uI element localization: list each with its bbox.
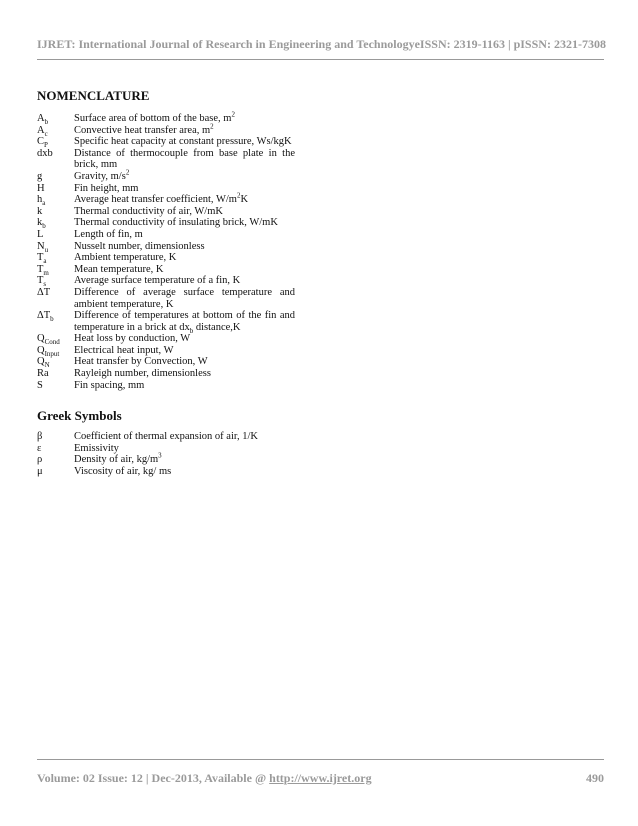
definition-text: Thermal conductivity of air, W/mK: [74, 205, 223, 217]
definition: [74, 217, 295, 229]
greek-symbols-heading: Greek Symbols: [37, 408, 122, 423]
definition: [74, 451, 295, 466]
journal-link[interactable]: http://www.ijret.org: [269, 771, 372, 785]
symbol: [37, 287, 74, 299]
symbol: [37, 229, 74, 241]
symbol-text: T: [37, 275, 44, 287]
symbol-text: g: [37, 170, 43, 182]
definition: [74, 431, 295, 443]
nomenclature-row: [37, 183, 295, 195]
symbol: [37, 356, 74, 368]
definition-text: Viscosity of air, kg/ ms: [74, 465, 172, 477]
nomenclature-list: [37, 110, 295, 391]
definition: [74, 356, 295, 368]
symbol-subscript: b: [44, 118, 49, 127]
definition-text: Average surface temperature of a fin, K: [74, 275, 241, 287]
definition: [74, 122, 295, 137]
greek-symbol-row: [37, 466, 295, 478]
nomenclature-row: [37, 275, 295, 287]
symbol-subscript: Cond: [44, 338, 60, 347]
volume-info: Volume: 02 Issue: 12 | Dec-2013, Available @: [37, 771, 270, 785]
definition: [74, 168, 295, 183]
symbol-text: k: [37, 217, 43, 229]
symbol-subscript: c: [44, 129, 48, 138]
footer-rule: [37, 759, 604, 760]
symbol: [37, 136, 74, 148]
definition: [74, 264, 295, 276]
nomenclature-row: [37, 345, 295, 357]
nomenclature-row: [37, 368, 295, 380]
definition-superscript: 2: [231, 110, 235, 119]
definition: [74, 466, 295, 478]
nomenclature-row: [37, 191, 295, 208]
symbol: [37, 454, 74, 466]
symbol: [37, 183, 74, 195]
definition: [74, 333, 295, 345]
definition-text: Electrical heat input, W: [74, 344, 174, 356]
definition-text: Heat transfer by Convection, W: [74, 356, 208, 368]
definition: [74, 275, 295, 287]
symbol-text: S: [37, 379, 43, 391]
symbol-text: Ra: [37, 368, 49, 380]
definition: [74, 229, 295, 241]
symbol-subscript: Input: [44, 349, 60, 358]
symbol-text: H: [37, 182, 45, 194]
definition-text: Thermal conductivity of insulating brick, W/mK: [74, 217, 278, 229]
symbol: [37, 171, 74, 183]
page-number: 490: [586, 771, 604, 785]
symbol: [37, 217, 74, 229]
greek-symbol-row: [37, 451, 295, 466]
symbol: [37, 345, 74, 357]
definition-superscript: 3: [158, 451, 162, 460]
nomenclature-row: [37, 287, 295, 310]
nomenclature-row: [37, 217, 295, 229]
nomenclature-row: [37, 148, 295, 171]
symbol: [37, 310, 74, 322]
symbol: [37, 125, 74, 137]
symbol-text: T: [37, 252, 44, 264]
nomenclature-row: [37, 229, 295, 241]
symbol: [37, 368, 74, 380]
definition-text: Difference of average surface temperature and ambient temperature, K: [74, 286, 295, 310]
symbol: [37, 380, 74, 392]
footer-left: [37, 771, 372, 786]
definition-text: Heat loss by conduction, W: [74, 333, 191, 345]
symbol-text: k: [37, 205, 43, 217]
definition-text: Rayleigh number, dimensionless: [74, 368, 211, 380]
definition-text: Average heat transfer coefficient, W/m: [74, 194, 237, 206]
symbol-text: Q: [37, 333, 45, 345]
symbol-subscript: b: [50, 315, 54, 324]
symbol-text: μ: [37, 465, 43, 477]
symbol-text: Q: [37, 344, 45, 356]
definition-text: Length of fin, m: [74, 228, 143, 240]
definition-subscript: b: [189, 326, 194, 335]
definition: [74, 310, 295, 333]
symbol-text: ΔT: [37, 310, 51, 322]
definition-superscript: 2: [210, 122, 214, 131]
definition: [74, 136, 295, 148]
definition-text: Distance of thermocouple from base plate in the brick, mm: [74, 147, 295, 171]
symbol-text: β: [37, 431, 43, 442]
symbol-text: A: [37, 124, 45, 136]
symbol-text: N: [37, 240, 45, 252]
symbol-subscript: u: [44, 245, 49, 254]
symbol: [37, 275, 74, 287]
symbol-text: ρ: [37, 454, 43, 466]
issn-text: eISSN: 2319-1163 | pISSN: 2321-7308: [414, 37, 606, 51]
symbol-text: A: [37, 113, 45, 124]
nomenclature-row: [37, 168, 295, 183]
definition: [74, 443, 295, 455]
nomenclature-heading: NOMENCLATURE: [37, 88, 150, 103]
definition-text: Nusselt number, dimensionless: [74, 240, 205, 252]
running-footer: [37, 771, 604, 786]
symbol: [37, 148, 74, 160]
definition-tail: distance,K: [193, 321, 241, 333]
symbol: [37, 194, 74, 206]
symbol-subscript: a: [43, 257, 47, 266]
symbol: [37, 241, 74, 253]
symbol-subscript: N: [44, 361, 50, 370]
definition-text: Mean temperature, K: [74, 263, 164, 275]
nomenclature-row: [37, 110, 295, 127]
definition-text: Fin height, mm: [74, 182, 139, 194]
definition: [74, 368, 295, 380]
definition: [74, 148, 295, 171]
symbol-text: T: [37, 263, 44, 275]
nomenclature-row: [37, 122, 295, 138]
definition-text: Fin spacing, mm: [74, 379, 145, 391]
definition-text: Difference of temperatures at bottom of the fin and temperature in a brick at dx: [74, 310, 295, 333]
symbol: [37, 206, 74, 218]
symbol-text: ε: [37, 442, 42, 454]
definition-text: Surface area of bottom of the base, m: [74, 113, 232, 124]
definition-text: Density of air, kg/m: [74, 454, 159, 466]
running-header: [37, 37, 604, 52]
definition: [74, 206, 295, 218]
symbol-subscript: a: [42, 199, 46, 208]
symbol: [37, 431, 74, 443]
definition-superscript: 2: [236, 191, 241, 200]
nomenclature-row: [37, 136, 295, 148]
symbol: [37, 264, 74, 276]
definition: [74, 110, 295, 125]
definition-text: Convective heat transfer area, m: [74, 124, 211, 136]
definition-text: Gravity, m/s: [74, 170, 126, 182]
definition-text: Specific heat capacity at constant pressure, Ws/kgK: [74, 136, 292, 148]
definition: [74, 380, 295, 392]
nomenclature-row: [37, 206, 295, 218]
symbol-text: L: [37, 228, 44, 240]
greek-symbol-row: [37, 431, 295, 443]
definition: [74, 241, 295, 253]
header-rule: [37, 59, 604, 60]
symbol-subscript: P: [44, 141, 48, 150]
symbol: [37, 333, 74, 345]
symbol-text: C: [37, 136, 45, 148]
greek-symbol-row: [37, 443, 295, 455]
symbol-text: Q: [37, 356, 45, 368]
symbol: [37, 443, 74, 455]
definition-text: Coefficient of thermal expansion of air, 1/K: [74, 431, 258, 442]
definition: [74, 183, 295, 195]
nomenclature-row: [37, 241, 295, 253]
nomenclature-row: [37, 380, 295, 392]
definition-text: Emissivity: [74, 442, 119, 454]
symbol-text: h: [37, 194, 43, 206]
symbol-text: dxb: [37, 147, 53, 159]
symbol-subscript: b: [42, 222, 46, 231]
nomenclature-row: [37, 333, 295, 345]
symbol-text: ΔT: [37, 286, 51, 298]
symbol: [37, 113, 74, 125]
definition: [74, 191, 295, 206]
symbol-subscript: s: [43, 280, 47, 289]
definition-superscript: 2: [125, 168, 130, 177]
symbol: [37, 252, 74, 264]
nomenclature-row: [37, 252, 295, 264]
definition: [74, 252, 295, 264]
definition-tail: K: [240, 194, 249, 206]
journal-title: IJRET: International Journal of Research in Engineering and Technology: [37, 37, 415, 51]
definition: [74, 287, 295, 310]
definition: [74, 345, 295, 357]
greek-symbols-list: [37, 431, 295, 477]
symbol-subscript: m: [43, 268, 49, 277]
nomenclature-row: [37, 310, 295, 333]
nomenclature-row: [37, 264, 295, 276]
nomenclature-row: [37, 356, 295, 368]
symbol: [37, 466, 74, 478]
definition-text: Ambient temperature, K: [74, 252, 177, 264]
